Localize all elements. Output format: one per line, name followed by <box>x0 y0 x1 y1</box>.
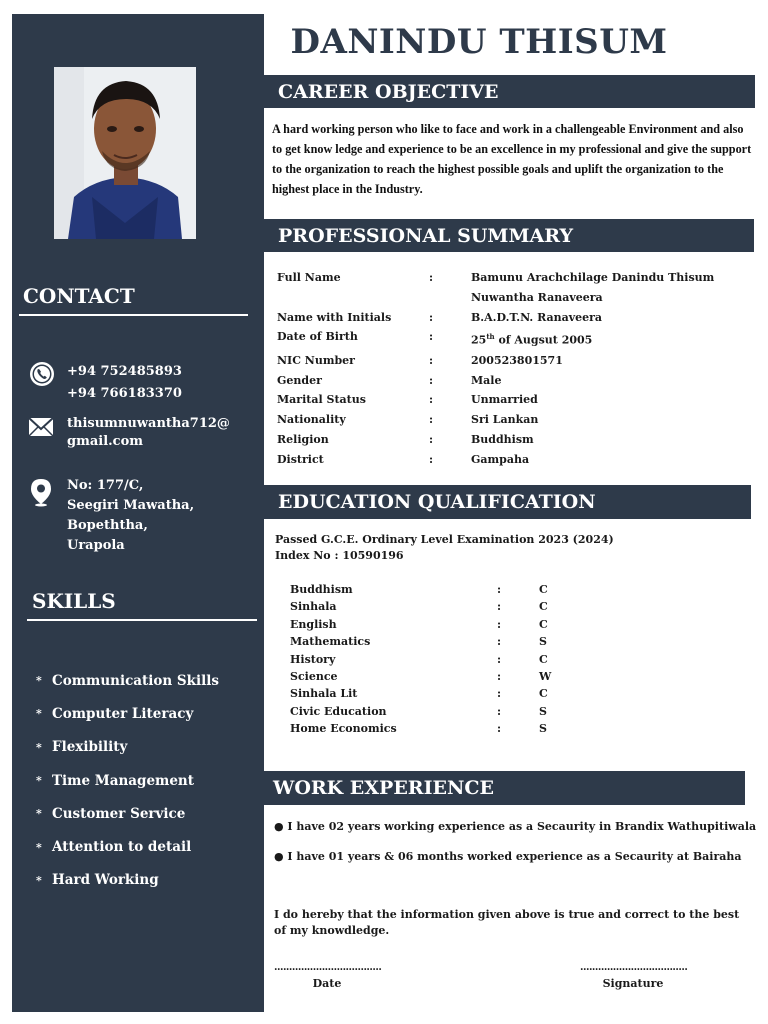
table-row: District : Gampaha <box>277 452 530 466</box>
skills-divider <box>27 619 257 621</box>
table-row: Name with Initials : B.A.D.T.N. Ranaveera <box>277 310 603 324</box>
professional-summary-heading: PROFESSIONAL SUMMARY <box>264 219 754 252</box>
table-row: Gender : Male <box>277 373 502 387</box>
professional-summary-table <box>277 268 747 470</box>
table-row: Home Economics : S <box>290 722 547 736</box>
date-signoff <box>274 963 380 990</box>
phone-number-1[interactable]: +94 752485893 <box>67 364 182 379</box>
list-item: * Time Management <box>36 772 194 789</box>
date-line: .................................... <box>274 962 382 973</box>
table-row: Sinhala Lit : C <box>290 687 548 701</box>
skills-list <box>36 664 264 897</box>
education-exam: Passed G.C.E. Ordinary Level Examination 2023 (2024) Index No : 10590196 <box>275 533 614 562</box>
table-row: Buddhism : C <box>290 583 548 596</box>
location-pin-icon <box>29 477 53 507</box>
list-item: * Flexibility <box>36 739 128 756</box>
signature-signoff <box>580 963 686 990</box>
list-item: * Communication Skills <box>36 672 220 689</box>
contact-divider <box>19 314 248 316</box>
email-line-2[interactable]: gmail.com <box>67 434 144 449</box>
table-row: Full Name : Bamunu Arachchilage Danindu Thisum <box>277 271 715 284</box>
declaration-text: I do hereby that the information given above is true and correct to the best of my knowdledge. <box>274 908 740 937</box>
address-line-3: Bopeththa, <box>67 518 148 533</box>
envelope-icon <box>28 416 54 438</box>
phone-number-2[interactable]: +94 766183370 <box>67 386 182 401</box>
grades-table <box>290 581 590 738</box>
list-item: * Hard Working <box>36 872 159 889</box>
table-row: Nationality : Sri Lankan <box>277 413 539 427</box>
signature-label: Signature <box>602 977 664 990</box>
page-title: DANINDU THISUM <box>290 22 668 62</box>
table-row: Sinhala : C <box>290 600 548 614</box>
table-row: English : C <box>290 617 548 631</box>
date-of-birth: 25th of Augsut 2005 <box>471 332 593 348</box>
list-item: ● I have 02 years working experience as a Secaurity in Brandix Wathupitiwala <box>274 820 757 833</box>
table-row: NIC Number : 200523801571 <box>277 353 563 367</box>
list-item: ● I have 01 years & 06 months worked experience as a Secaurity at Bairaha <box>274 850 742 863</box>
table-row: Nuwantha Ranaveera <box>471 290 603 304</box>
education-heading: EDUCATION QUALIFICATION <box>264 485 751 519</box>
work-experience-heading: WORK EXPERIENCE <box>264 771 745 805</box>
table-row: Science : W <box>290 670 552 684</box>
address-line-4: Urapola <box>67 538 125 553</box>
date-label: Date <box>312 977 342 990</box>
table-row: Mathematics : S <box>290 635 547 649</box>
profile-photo <box>54 67 196 239</box>
address-line-2: Seegiri Mawatha, <box>67 498 195 513</box>
table-row: Marital Status : Unmarried <box>277 393 538 407</box>
phone-icon <box>29 361 55 387</box>
table-row: History : C <box>290 652 548 666</box>
email-line-1[interactable]: thisumnuwantha712@ <box>67 416 230 431</box>
table-row: Religion : Buddhism <box>277 433 534 447</box>
work-experience-list <box>274 820 757 880</box>
list-item: * Computer Literacy <box>36 705 194 722</box>
table-row: Date of Birth : 25th of Augsut 2005 <box>277 327 747 350</box>
skills-heading: SKILLS <box>32 589 116 613</box>
address-line-1: No: 177/C, <box>67 478 144 493</box>
contact-heading: CONTACT <box>23 284 135 308</box>
table-row: Civic Education : S <box>290 704 547 718</box>
signature-line: .................................... <box>580 962 688 973</box>
list-item: * Attention to detail <box>36 839 192 856</box>
list-item: * Customer Service <box>36 805 186 822</box>
career-objective-heading: CAREER OBJECTIVE <box>264 75 755 108</box>
career-objective-text: A hard working person who like to face and work in a challengeable Environment and also to get know ledge and experience to be an excellence in my professional and give the support to the organization to reach the highest possible goals and uplift the organization to the highest place in the Industry. <box>272 122 752 196</box>
sidebar <box>12 14 264 1012</box>
